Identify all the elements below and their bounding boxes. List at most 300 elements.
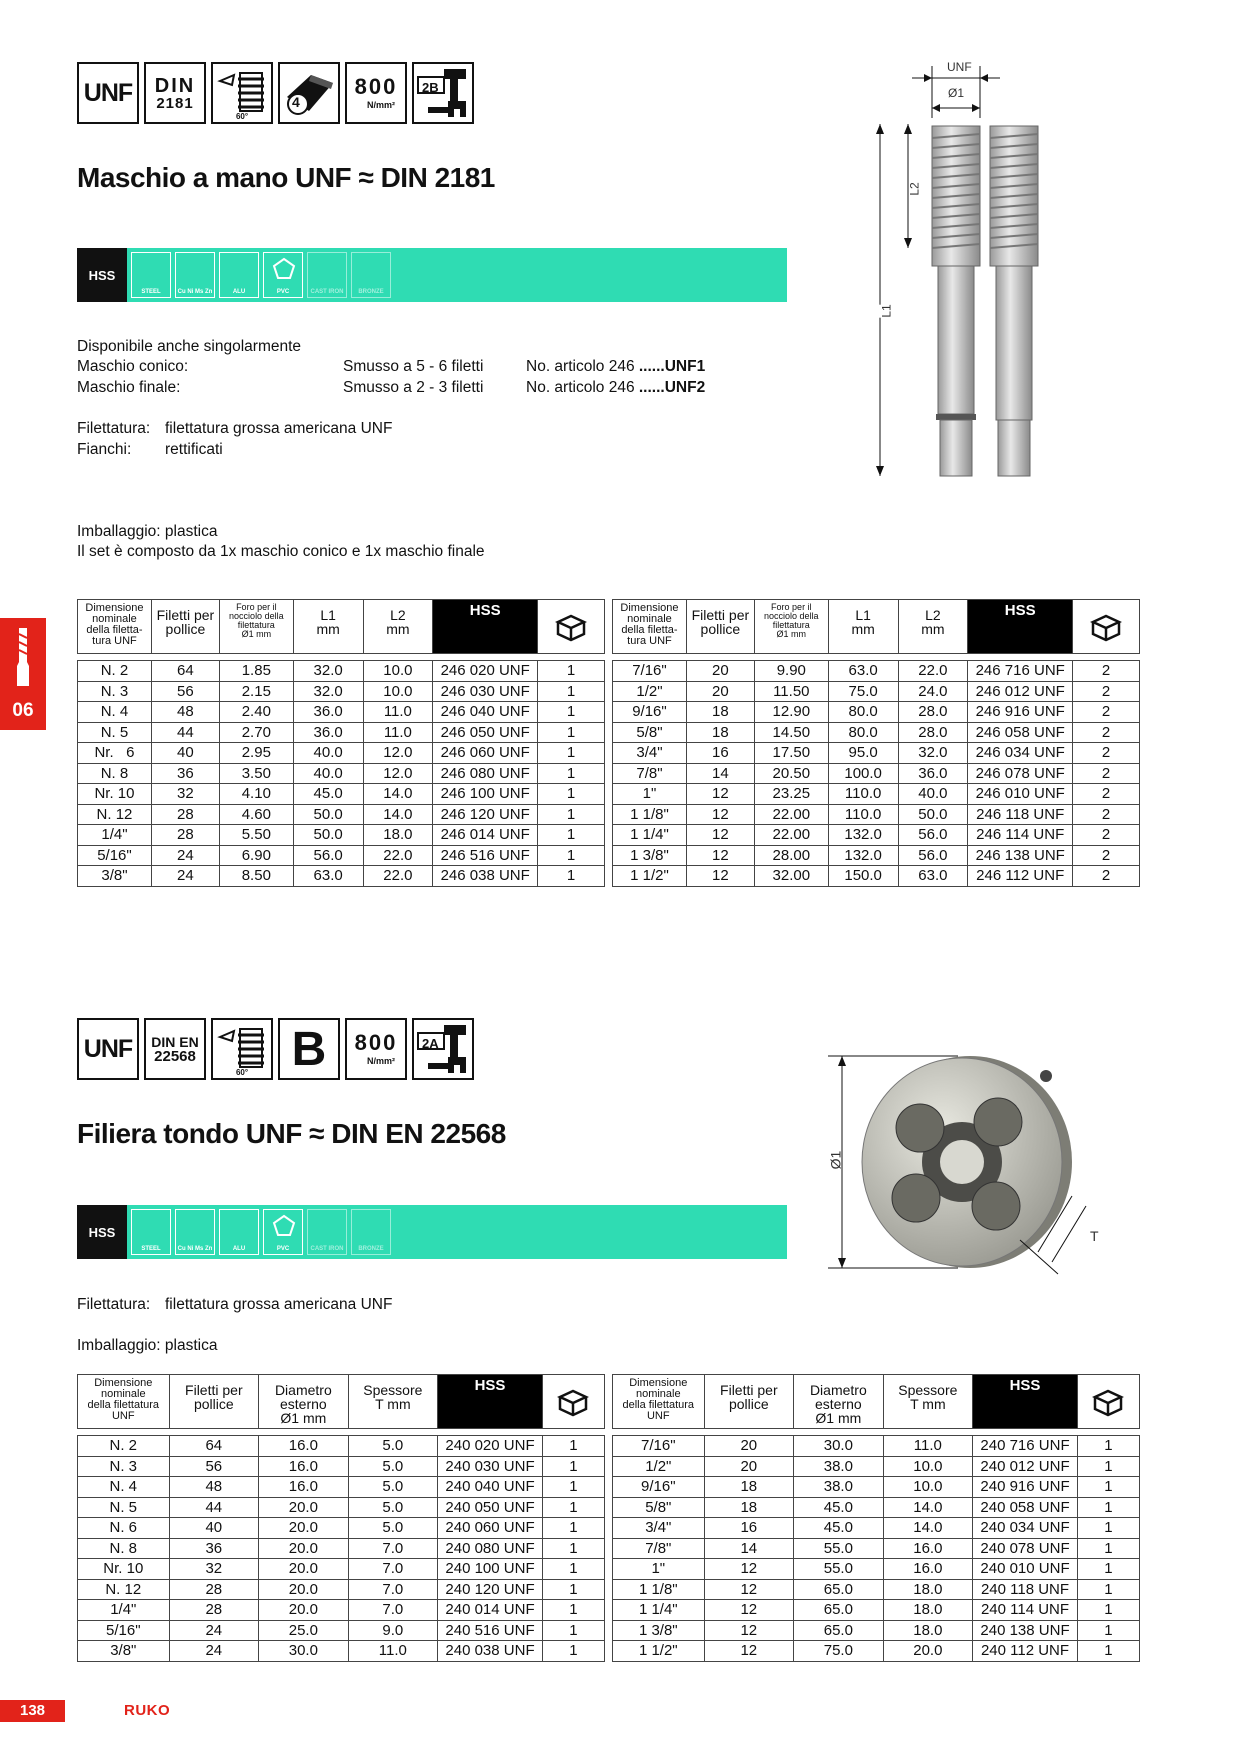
table-cell: 240 916 UNF bbox=[973, 1477, 1078, 1498]
table-cell: 50.0 bbox=[293, 804, 363, 825]
table-cell: N. 2 bbox=[78, 1436, 170, 1457]
table-cell: 18.0 bbox=[883, 1579, 973, 1600]
table-row bbox=[613, 866, 1140, 887]
table-cell: 2 bbox=[1073, 804, 1140, 825]
table-cell: 56.0 bbox=[293, 845, 363, 866]
tolerance-icon: 2B bbox=[412, 62, 474, 124]
table-cell: 240 058 UNF bbox=[973, 1497, 1078, 1518]
table-cell: 1 bbox=[1077, 1559, 1139, 1580]
table-cell: 8.50 bbox=[219, 866, 293, 887]
tap-table-left bbox=[77, 599, 605, 887]
table-cell: 28.0 bbox=[898, 722, 968, 743]
table-row bbox=[613, 661, 1140, 682]
table-row bbox=[613, 1641, 1140, 1662]
table-cell: N. 4 bbox=[78, 702, 152, 723]
table-cell: 1 bbox=[1077, 1456, 1139, 1477]
table-cell: 18 bbox=[686, 722, 754, 743]
table-cell: 240 010 UNF bbox=[973, 1559, 1078, 1580]
table-cell: 246 060 UNF bbox=[433, 743, 538, 764]
table-cell: 1 bbox=[542, 1579, 604, 1600]
flanks-value: rettificati bbox=[165, 441, 223, 458]
table-cell: 246 916 UNF bbox=[968, 702, 1073, 723]
table-cell: 2.15 bbox=[219, 681, 293, 702]
table-cell: 246 114 UNF bbox=[968, 825, 1073, 846]
col-hss-header: HSS bbox=[438, 1375, 543, 1429]
table-cell: 12 bbox=[686, 845, 754, 866]
col-tpi-header: Filetti per pollice bbox=[151, 600, 219, 654]
col-core-header: Foro per il nocciolo della filettatura Ø1 mm bbox=[754, 600, 828, 654]
table-cell: 18 bbox=[686, 702, 754, 723]
table-cell: 32.0 bbox=[293, 681, 363, 702]
col-l2-header: L2 mm bbox=[363, 600, 433, 654]
table-cell: 10.0 bbox=[363, 661, 433, 682]
table-cell: 110.0 bbox=[828, 784, 898, 805]
table-cell: 246 040 UNF bbox=[433, 702, 538, 723]
table-cell: 246 112 UNF bbox=[968, 866, 1073, 887]
availability-note: Disponibile anche singolarmente bbox=[77, 338, 302, 355]
table-cell: 3/8" bbox=[78, 866, 152, 887]
table-row bbox=[78, 1641, 605, 1662]
pvc-icon: PVC bbox=[263, 1209, 303, 1255]
thread-value: filettatura grossa americana UNF bbox=[165, 420, 393, 437]
table-cell: 2 bbox=[1073, 866, 1140, 887]
table-cell: 5/8" bbox=[613, 722, 687, 743]
set-note: Il set è composto da 1x maschio conico e 1x maschio finale bbox=[77, 543, 485, 560]
table-cell: 1 bbox=[538, 784, 605, 805]
col-tpi-header: Filetti per pollice bbox=[704, 1375, 794, 1429]
table-cell: 1 bbox=[542, 1518, 604, 1539]
table-cell: 1 bbox=[538, 681, 605, 702]
table-cell: 75.0 bbox=[794, 1641, 884, 1662]
table-cell: 1 bbox=[538, 722, 605, 743]
table-cell: 2 bbox=[1073, 681, 1140, 702]
table-cell: 246 030 UNF bbox=[433, 681, 538, 702]
table-cell: 12 bbox=[704, 1620, 794, 1641]
table-cell: 44 bbox=[169, 1497, 259, 1518]
table-cell: 36.0 bbox=[293, 702, 363, 723]
cast-iron-icon: CAST IRON bbox=[307, 1209, 347, 1255]
box-icon bbox=[542, 1375, 604, 1429]
table-cell: 1" bbox=[613, 784, 687, 805]
thread-angle-icon: 60° bbox=[211, 62, 273, 124]
aluminium-icon: ALU bbox=[219, 1209, 259, 1255]
page-number: 138 bbox=[0, 1700, 65, 1722]
table-cell: 24.0 bbox=[898, 681, 968, 702]
copper-icon: Cu Ni Ms Zn bbox=[175, 252, 215, 298]
table-cell: 11.0 bbox=[348, 1641, 438, 1662]
table-cell: N. 3 bbox=[78, 1456, 170, 1477]
table-cell: N. 5 bbox=[78, 1497, 170, 1518]
table-cell: 30.0 bbox=[794, 1436, 884, 1457]
spec-icon-row bbox=[77, 62, 474, 124]
table-cell: 246 014 UNF bbox=[433, 825, 538, 846]
col-thick-header: Spessore T mm bbox=[883, 1375, 973, 1429]
cone-number-icon: 4 bbox=[278, 62, 340, 124]
table-cell: 100.0 bbox=[828, 763, 898, 784]
table-cell: 7/8" bbox=[613, 763, 687, 784]
table-row bbox=[78, 1579, 605, 1600]
brand-name: RUKO bbox=[124, 1702, 171, 1719]
table-cell: 1/2" bbox=[613, 681, 687, 702]
table-cell: 20 bbox=[704, 1456, 794, 1477]
steel-icon: STEEL bbox=[131, 252, 171, 298]
table-row bbox=[613, 1477, 1140, 1498]
table-cell: 65.0 bbox=[794, 1620, 884, 1641]
table-cell: 12 bbox=[704, 1559, 794, 1580]
col-dim-header: Dimensione nominale della filetta- tura UNF bbox=[613, 600, 687, 654]
table-cell: 1 bbox=[538, 743, 605, 764]
table-cell: 240 100 UNF bbox=[438, 1559, 543, 1580]
table-row bbox=[78, 1477, 605, 1498]
table-cell: 1 bbox=[1077, 1518, 1139, 1539]
table-cell: 240 138 UNF bbox=[973, 1620, 1078, 1641]
table-cell: 16.0 bbox=[259, 1436, 349, 1457]
chapter-tab bbox=[0, 618, 46, 730]
table-cell: 2 bbox=[1073, 743, 1140, 764]
table-cell: 64 bbox=[169, 1436, 259, 1457]
table-cell: 20.50 bbox=[754, 763, 828, 784]
box-icon bbox=[1077, 1375, 1139, 1429]
table-cell: 18.0 bbox=[883, 1600, 973, 1621]
table-cell: 1/2" bbox=[613, 1456, 705, 1477]
box-icon bbox=[1073, 600, 1140, 654]
table-cell: 2 bbox=[1073, 825, 1140, 846]
table-row bbox=[613, 702, 1140, 723]
table-cell: 14.50 bbox=[754, 722, 828, 743]
bronze-icon: BRONZE bbox=[351, 1209, 391, 1255]
table-cell: 5.0 bbox=[348, 1477, 438, 1498]
col-hss-header: HSS bbox=[968, 600, 1073, 654]
table-cell: 28 bbox=[169, 1579, 259, 1600]
table-cell: 14.0 bbox=[363, 784, 433, 805]
table-cell: 240 114 UNF bbox=[973, 1600, 1078, 1621]
din-badge: DIN 2181 bbox=[144, 62, 206, 124]
table-cell: 1 bbox=[542, 1477, 604, 1498]
table-cell: 240 112 UNF bbox=[973, 1641, 1078, 1662]
table-cell: N. 6 bbox=[78, 1518, 170, 1539]
table-cell: 22.0 bbox=[898, 661, 968, 682]
table-cell: 80.0 bbox=[828, 722, 898, 743]
tap-final-chamfer: Smusso a 2 - 3 filetti bbox=[343, 379, 484, 396]
table-row bbox=[613, 825, 1140, 846]
thread-angle-icon: 60° bbox=[211, 1018, 273, 1080]
table-cell: 246 050 UNF bbox=[433, 722, 538, 743]
table-cell: 56.0 bbox=[898, 825, 968, 846]
table-cell: 1 1/2" bbox=[613, 866, 687, 887]
table-cell: 36 bbox=[151, 763, 219, 784]
table-cell: 28.00 bbox=[754, 845, 828, 866]
table-cell: 12.90 bbox=[754, 702, 828, 723]
table-cell: 240 078 UNF bbox=[973, 1538, 1078, 1559]
table-cell: 12 bbox=[686, 866, 754, 887]
die-diagram: Ø1 T bbox=[822, 1030, 1122, 1290]
table-cell: 12 bbox=[686, 784, 754, 805]
table-cell: 56.0 bbox=[898, 845, 968, 866]
table-cell: 24 bbox=[169, 1620, 259, 1641]
table-cell: 32 bbox=[151, 784, 219, 805]
table-cell: 38.0 bbox=[794, 1456, 884, 1477]
bronze-icon: BRONZE bbox=[351, 252, 391, 298]
table-cell: N. 3 bbox=[78, 681, 152, 702]
packaging-note: Imballaggio: plastica bbox=[77, 1337, 218, 1354]
table-cell: 14.0 bbox=[363, 804, 433, 825]
table-row bbox=[78, 743, 605, 764]
table-cell: 12.0 bbox=[363, 763, 433, 784]
table-row bbox=[78, 722, 605, 743]
table-cell: 7.0 bbox=[348, 1538, 438, 1559]
table-cell: 18 bbox=[704, 1477, 794, 1498]
tap-conical-article: No. articolo 246 ......UNF1 bbox=[526, 358, 706, 375]
table-row bbox=[613, 722, 1140, 743]
table-cell: 28 bbox=[151, 804, 219, 825]
table-cell: Nr. 10 bbox=[78, 1559, 170, 1580]
table-cell: 1 1/8" bbox=[613, 1579, 705, 1600]
col-thick-header: Spessore T mm bbox=[348, 1375, 438, 1429]
table-cell: 5.50 bbox=[219, 825, 293, 846]
table-cell: 1 bbox=[1077, 1600, 1139, 1621]
table-cell: 24 bbox=[151, 845, 219, 866]
table-cell: 25.0 bbox=[259, 1620, 349, 1641]
col-l1-header: L1 mm bbox=[293, 600, 363, 654]
table-row bbox=[613, 1456, 1140, 1477]
table-cell: 2 bbox=[1073, 702, 1140, 723]
table-cell: 10.0 bbox=[883, 1477, 973, 1498]
table-cell: 1 1/2" bbox=[613, 1641, 705, 1662]
table-cell: 240 118 UNF bbox=[973, 1579, 1078, 1600]
table-cell: 1 bbox=[538, 845, 605, 866]
table-cell: 20 bbox=[686, 661, 754, 682]
table-cell: 40 bbox=[169, 1518, 259, 1539]
chapter-number: 06 bbox=[12, 700, 34, 721]
tap-diagram: UNF Ø1 L2 L1 bbox=[860, 58, 1060, 478]
table-cell: 12.0 bbox=[363, 743, 433, 764]
table-cell: 36 bbox=[169, 1538, 259, 1559]
strength-badge: 800 N/mm² bbox=[345, 62, 407, 124]
table-cell: 3.50 bbox=[219, 763, 293, 784]
table-cell: 40 bbox=[151, 743, 219, 764]
table-cell: 7.0 bbox=[348, 1559, 438, 1580]
table-row bbox=[78, 1620, 605, 1641]
packaging-note: Imballaggio: plastica bbox=[77, 523, 218, 540]
table-cell: 240 030 UNF bbox=[438, 1456, 543, 1477]
table-cell: 20.0 bbox=[883, 1641, 973, 1662]
table-cell: 63.0 bbox=[828, 661, 898, 682]
table-cell: 50.0 bbox=[293, 825, 363, 846]
table-cell: 1 bbox=[538, 825, 605, 846]
table-cell: Nr. 10 bbox=[78, 784, 152, 805]
table-cell: 32 bbox=[169, 1559, 259, 1580]
table-cell: 246 010 UNF bbox=[968, 784, 1073, 805]
unf-badge: UNF bbox=[77, 62, 139, 124]
table-cell: 20.0 bbox=[259, 1600, 349, 1621]
table-cell: 14 bbox=[704, 1538, 794, 1559]
table-cell: 240 516 UNF bbox=[438, 1620, 543, 1641]
spec-icon-row bbox=[77, 1018, 474, 1080]
product-title-tap: Maschio a mano UNF ≈ DIN 2181 bbox=[77, 162, 495, 193]
table-cell: 1 bbox=[1077, 1477, 1139, 1498]
table-cell: 48 bbox=[169, 1477, 259, 1498]
table-cell: 246 100 UNF bbox=[433, 784, 538, 805]
table-cell: 9/16" bbox=[613, 702, 687, 723]
table-cell: 5/8" bbox=[613, 1497, 705, 1518]
table-row bbox=[78, 1436, 605, 1457]
hss-label: HSS bbox=[77, 248, 127, 302]
table-cell: 1 bbox=[1077, 1579, 1139, 1600]
table-row bbox=[78, 866, 605, 887]
table-cell: 1 bbox=[542, 1497, 604, 1518]
table-cell: 20 bbox=[686, 681, 754, 702]
table-cell: 95.0 bbox=[828, 743, 898, 764]
table-cell: 246 012 UNF bbox=[968, 681, 1073, 702]
col-outer-header: Diametro esterno Ø1 mm bbox=[794, 1375, 884, 1429]
table-cell: 132.0 bbox=[828, 845, 898, 866]
table-row bbox=[613, 784, 1140, 805]
col-hss-header: HSS bbox=[973, 1375, 1078, 1429]
table-cell: 132.0 bbox=[828, 825, 898, 846]
table-cell: 7/16" bbox=[613, 1436, 705, 1457]
table-cell: 2.40 bbox=[219, 702, 293, 723]
col-dim-header: Dimensione nominale della filettatura UNF bbox=[613, 1375, 705, 1429]
table-row bbox=[613, 1497, 1140, 1518]
hss-label: HSS bbox=[77, 1205, 127, 1259]
table-cell: 1 bbox=[542, 1538, 604, 1559]
table-cell: 5.0 bbox=[348, 1518, 438, 1539]
table-cell: 20.0 bbox=[259, 1538, 349, 1559]
table-cell: 16.0 bbox=[883, 1538, 973, 1559]
table-row bbox=[613, 743, 1140, 764]
material-bar-die bbox=[77, 1205, 787, 1259]
table-cell: 246 020 UNF bbox=[433, 661, 538, 682]
tap-final-label: Maschio finale: bbox=[77, 379, 181, 396]
table-row bbox=[613, 1579, 1140, 1600]
col-outer-header: Diametro esterno Ø1 mm bbox=[259, 1375, 349, 1429]
table-cell: 1 1/8" bbox=[613, 804, 687, 825]
table-cell: 38.0 bbox=[794, 1477, 884, 1498]
table-row bbox=[78, 661, 605, 682]
table-cell: 75.0 bbox=[828, 681, 898, 702]
table-cell: 1 1/4" bbox=[613, 1600, 705, 1621]
table-cell: 32.0 bbox=[898, 743, 968, 764]
table-cell: 246 038 UNF bbox=[433, 866, 538, 887]
table-cell: 24 bbox=[151, 866, 219, 887]
table-cell: 9.0 bbox=[348, 1620, 438, 1641]
table-cell: 16 bbox=[686, 743, 754, 764]
table-row bbox=[78, 1497, 605, 1518]
tap-final-article: No. articolo 246 ......UNF2 bbox=[526, 379, 706, 396]
table-cell: 1 bbox=[1077, 1538, 1139, 1559]
table-cell: N. 4 bbox=[78, 1477, 170, 1498]
aluminium-icon: ALU bbox=[219, 252, 259, 298]
table-cell: 1 3/8" bbox=[613, 1620, 705, 1641]
table-cell: 16 bbox=[704, 1518, 794, 1539]
table-row bbox=[78, 1456, 605, 1477]
steel-icon: STEEL bbox=[131, 1209, 171, 1255]
table-cell: 9.90 bbox=[754, 661, 828, 682]
table-cell: 64 bbox=[151, 661, 219, 682]
table-cell: 28 bbox=[151, 825, 219, 846]
table-cell: 28.0 bbox=[898, 702, 968, 723]
table-cell: 63.0 bbox=[898, 866, 968, 887]
table-cell: 246 080 UNF bbox=[433, 763, 538, 784]
table-cell: 12 bbox=[704, 1579, 794, 1600]
table-row bbox=[78, 681, 605, 702]
table-cell: 50.0 bbox=[898, 804, 968, 825]
table-cell: 11.50 bbox=[754, 681, 828, 702]
table-row bbox=[78, 1559, 605, 1580]
table-cell: 1 bbox=[1077, 1436, 1139, 1457]
table-cell: 44 bbox=[151, 722, 219, 743]
table-row bbox=[613, 763, 1140, 784]
table-cell: 55.0 bbox=[794, 1538, 884, 1559]
table-cell: 240 050 UNF bbox=[438, 1497, 543, 1518]
table-cell: 240 060 UNF bbox=[438, 1518, 543, 1539]
table-cell: 240 014 UNF bbox=[438, 1600, 543, 1621]
table-cell: 45.0 bbox=[794, 1518, 884, 1539]
table-cell: 17.50 bbox=[754, 743, 828, 764]
form-b-icon: B bbox=[278, 1018, 340, 1080]
table-cell: 18.0 bbox=[883, 1620, 973, 1641]
table-cell: 1 bbox=[538, 702, 605, 723]
thread-label: Filettatura: bbox=[77, 1296, 151, 1313]
table-cell: 20.0 bbox=[259, 1559, 349, 1580]
tap-conical-label: Maschio conico: bbox=[77, 358, 189, 375]
col-core-header: Foro per il nocciolo della filettatura Ø1 mm bbox=[219, 600, 293, 654]
table-row bbox=[78, 804, 605, 825]
table-cell: 6.90 bbox=[219, 845, 293, 866]
table-row bbox=[78, 1518, 605, 1539]
thread-value: filettatura grossa americana UNF bbox=[165, 1296, 393, 1313]
din-en-badge: DIN EN 22568 bbox=[144, 1018, 206, 1080]
die-table-left bbox=[77, 1374, 605, 1662]
table-cell: 32.00 bbox=[754, 866, 828, 887]
table-cell: 1 bbox=[538, 866, 605, 887]
table-cell: 20.0 bbox=[259, 1579, 349, 1600]
table-cell: 2 bbox=[1073, 845, 1140, 866]
tap-conical-chamfer: Smusso a 5 - 6 filetti bbox=[343, 358, 484, 375]
flanks-label: Fianchi: bbox=[77, 441, 132, 458]
table-cell: 63.0 bbox=[293, 866, 363, 887]
table-cell: 23.25 bbox=[754, 784, 828, 805]
col-l2-header: L2 mm bbox=[898, 600, 968, 654]
table-cell: 1 bbox=[542, 1600, 604, 1621]
table-cell: N. 5 bbox=[78, 722, 152, 743]
table-cell: 18.0 bbox=[363, 825, 433, 846]
cast-iron-icon: CAST IRON bbox=[307, 252, 347, 298]
copper-icon: Cu Ni Ms Zn bbox=[175, 1209, 215, 1255]
table-cell: 240 716 UNF bbox=[973, 1436, 1078, 1457]
thread-label: Filettatura: bbox=[77, 420, 151, 437]
table-cell: 1 bbox=[538, 763, 605, 784]
table-row bbox=[78, 763, 605, 784]
table-cell: 240 120 UNF bbox=[438, 1579, 543, 1600]
die-table-right bbox=[612, 1374, 1140, 1662]
table-cell: 20.0 bbox=[259, 1518, 349, 1539]
table-cell: 3/4" bbox=[613, 1518, 705, 1539]
table-row bbox=[613, 1620, 1140, 1641]
table-cell: 246 120 UNF bbox=[433, 804, 538, 825]
table-cell: 1 bbox=[538, 661, 605, 682]
table-cell: 110.0 bbox=[828, 804, 898, 825]
table-cell: 1" bbox=[613, 1559, 705, 1580]
table-row bbox=[613, 1559, 1140, 1580]
table-cell: 2 bbox=[1073, 784, 1140, 805]
table-cell: 40.0 bbox=[898, 784, 968, 805]
table-cell: 12 bbox=[704, 1641, 794, 1662]
table-cell: 1 bbox=[1077, 1641, 1139, 1662]
table-cell: 14.0 bbox=[883, 1518, 973, 1539]
table-cell: 65.0 bbox=[794, 1600, 884, 1621]
table-cell: 246 058 UNF bbox=[968, 722, 1073, 743]
